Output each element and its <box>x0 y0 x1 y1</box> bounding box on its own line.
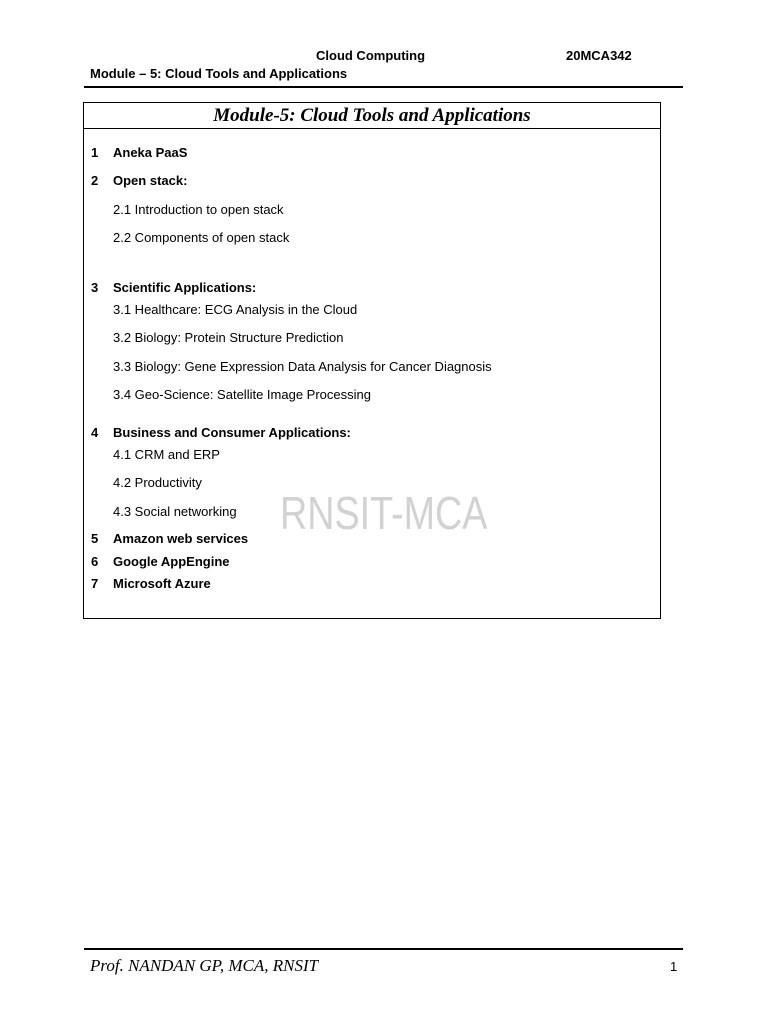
toc-item-label: Google AppEngine <box>113 554 230 569</box>
toc-item-label: Business and Consumer Applications: <box>113 425 351 440</box>
toc-item-number: 1 <box>91 145 99 160</box>
toc-subitem-4-1: 4.1 CRM and ERP <box>113 447 220 462</box>
toc-subitem-3-4: 3.4 Geo-Science: Satellite Image Processing <box>113 387 371 402</box>
watermark: RNSIT-MCA <box>280 487 488 539</box>
header-divider <box>84 86 683 88</box>
toc-subitem-3-3: 3.3 Biology: Gene Expression Data Analysis for Cancer Diagnosis <box>113 359 492 374</box>
toc-item-label: Scientific Applications: <box>113 280 257 295</box>
toc-item-number: 2 <box>91 173 99 188</box>
module-title: Module-5: Cloud Tools and Applications <box>84 103 660 129</box>
toc-item-number: 6 <box>91 554 99 569</box>
toc-subitem-2-1: 2.1 Introduction to open stack <box>113 202 284 217</box>
toc-subitem-4-2: 4.2 Productivity <box>113 475 202 490</box>
toc-item-label: Open stack: <box>113 173 188 188</box>
toc-item-number: 7 <box>91 576 99 591</box>
toc-item-label: Microsoft Azure <box>113 576 211 591</box>
page-number: 1 <box>670 959 678 974</box>
toc-subitem-3-2: 3.2 Biology: Protein Structure Prediction <box>113 330 344 345</box>
toc-subitem-2-2: 2.2 Components of open stack <box>113 230 290 245</box>
toc-subitem-3-1: 3.1 Healthcare: ECG Analysis in the Cloud <box>113 302 358 317</box>
toc-item-label: Aneka PaaS <box>113 145 188 160</box>
toc-item-number: 5 <box>91 531 99 546</box>
header-module-line: Module – 5: Cloud Tools and Applications <box>90 66 348 81</box>
header-course-code: 20MCA342 <box>566 48 632 63</box>
toc-item-number: 4 <box>91 425 99 440</box>
toc-item-number: 3 <box>91 280 99 295</box>
footer-divider <box>84 948 683 950</box>
header-subject: Cloud Computing <box>316 48 426 63</box>
toc-subitem-4-3: 4.3 Social networking <box>113 504 237 519</box>
footer-author: Prof. NANDAN GP, MCA, RNSIT <box>90 956 319 975</box>
toc-item-label: Amazon web services <box>113 531 249 546</box>
